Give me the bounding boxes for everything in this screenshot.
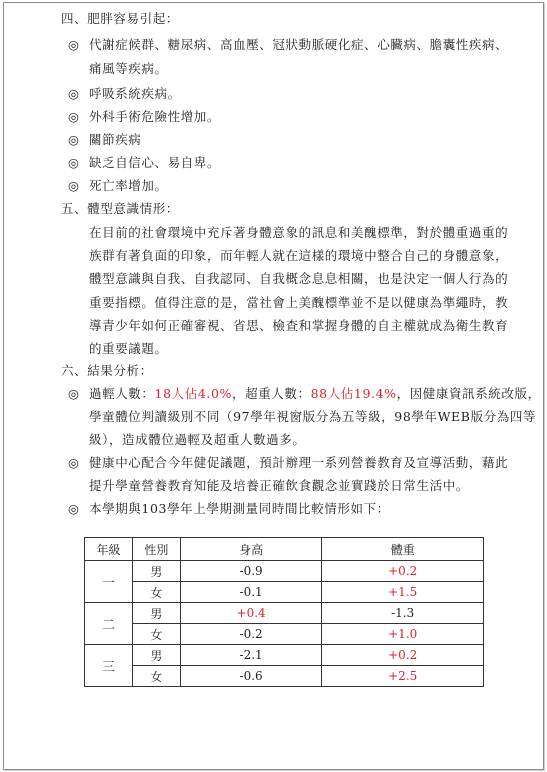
height-cell: -2.1	[180, 645, 322, 666]
table-row	[85, 624, 484, 645]
section5-paragraph-line: 體型意識與自我、自我認同、自我概念息息相關，也是決定一個人行為的	[89, 271, 509, 286]
grade-cell: 二	[85, 603, 133, 645]
gender-cell: 男	[132, 603, 180, 624]
bullet-icon: ◎	[68, 109, 79, 124]
section4-item-1: 代謝症候群、糖尿病、高血壓、冠狀動脈硬化症、心臟病、膽囊性疾病、	[89, 37, 509, 52]
gender-cell: 女	[132, 582, 180, 603]
gender-cell: 男	[132, 561, 180, 582]
table-row	[85, 645, 484, 666]
weight-cell: -1.3	[322, 603, 484, 624]
underweight-count: 18人佔4.0%	[154, 386, 232, 401]
bullet-icon: ◎	[68, 155, 79, 170]
gender-cell: 女	[132, 624, 180, 645]
grade-cell: 三	[85, 645, 133, 687]
height-cell: +0.4	[180, 603, 322, 624]
section6-bullet1-line1	[89, 386, 541, 402]
weight-cell: +0.2	[322, 645, 484, 666]
height-cell: -0.9	[180, 561, 322, 582]
gender-cell: 男	[132, 645, 180, 666]
bullet-icon: ◎	[68, 37, 79, 52]
bullet-icon: ◎	[68, 86, 79, 101]
section6-heading: 六、結果分析：	[61, 363, 153, 378]
section6-bullet2-line2: 提升學童營養教育知能及培養正確飲食觀念並實踐於日常生活中。	[89, 478, 469, 493]
section4-item-4: 關節疾病	[89, 132, 142, 147]
weight-cell: +2.5	[322, 666, 484, 687]
section5-paragraph-line: 導青少年如何正確審視、省思、檢查和掌握身體的自主權就成為衛生教育	[89, 318, 509, 333]
section4-item-6: 死亡率增加。	[89, 178, 168, 193]
weight-cell: +1.0	[322, 624, 484, 645]
header-grade: 年級	[85, 538, 133, 561]
bullet-icon: ◎	[68, 501, 79, 516]
section4-item-2: 呼吸系統疾病。	[89, 86, 181, 101]
section5-paragraph-line: 重要指標。值得注意的是，當社會上美醜標準並不是以健康為準繩時，教	[89, 295, 509, 310]
section6-bullet1-line3: 級），造成體位過輕及超重人數過多。	[89, 432, 306, 447]
weight-cell: +1.5	[322, 582, 484, 603]
grade-cell: 一	[85, 561, 133, 603]
comparison-table	[84, 537, 484, 687]
section5-heading: 五、體型意識情形：	[61, 201, 179, 216]
bullet-icon: ◎	[68, 178, 79, 193]
weight-cell: +0.2	[322, 561, 484, 582]
table-row	[85, 603, 484, 624]
height-cell: -0.1	[180, 582, 322, 603]
section5-paragraph-line: 的重要議題。	[89, 341, 168, 356]
height-cell: -0.6	[180, 666, 322, 687]
table-row	[85, 666, 484, 687]
table-header-row	[85, 538, 484, 561]
gender-cell: 女	[132, 666, 180, 687]
overweight-count: 88人佔19.4%	[310, 386, 397, 401]
system-note: ，因健康資訊系統改版，	[396, 386, 541, 401]
overweight-label: ，超重人數：	[231, 386, 311, 401]
header-gender: 性別	[132, 538, 180, 561]
height-cell: -0.2	[180, 624, 322, 645]
section4-item-5: 缺乏自信心、易自卑。	[89, 155, 221, 170]
section5-paragraph-line: 在目前的社會環境中充斥著身體意象的訊息和美醜標準，對於體重過重的	[89, 225, 509, 240]
header-weight: 體重	[322, 538, 484, 561]
section4-item-3: 外科手術危險性增加。	[89, 109, 221, 124]
bullet-icon: ◎	[68, 386, 79, 401]
section6-bullet2-line1: 健康中心配合今年健促議題，預計辦理一系列營養教育及宣導活動，藉此	[89, 455, 509, 470]
underweight-label: 過輕人數：	[89, 386, 155, 401]
section6-bullet1-line2: 學童體位判讀級別不同（97學年視窗版分為五等級，98學年WEB版分為四等	[89, 409, 537, 424]
section4-heading: 四、肥胖容易引起：	[61, 11, 179, 26]
bullet-icon: ◎	[68, 132, 79, 147]
header-height: 身高	[180, 538, 322, 561]
table-row	[85, 582, 484, 603]
section6-bullet3: 本學期與103學年上學期測量同時間比較情形如下：	[89, 501, 390, 516]
section5-paragraph-line: 族群有著負面的印象，而年輕人就在這樣的環境中整合自己的身體意象，	[89, 248, 509, 263]
table-row	[85, 561, 484, 582]
bullet-icon: ◎	[68, 455, 79, 470]
section4-item-1-cont: 痛風等疾病。	[89, 61, 168, 76]
